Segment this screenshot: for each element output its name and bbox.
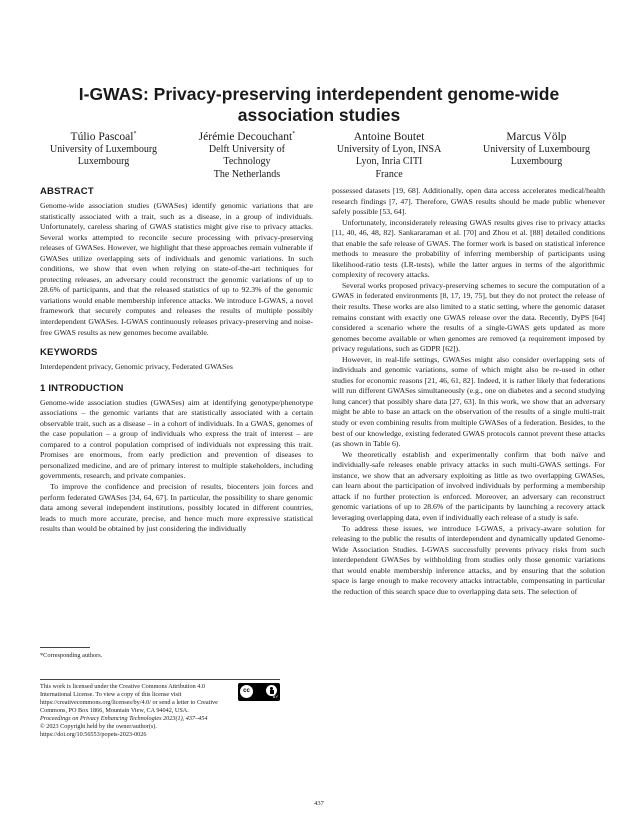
footnote-divider	[40, 647, 90, 648]
proceedings-line: Proceedings on Privacy Enhancing Technologies 2023(1), 437–454	[40, 715, 208, 722]
license-text: This work is licensed under the Creative Commons Attribution 4.0 International License. To view a copy of this license visit https://creativecommons.org/licenses/by/4.0/ or send a letter to Creative Commons, PO Box 1866, Mountain View, CA 94042, USA.	[40, 683, 218, 714]
license-divider	[40, 679, 280, 680]
body-paragraph: To improve the confidence and precision of results, biocenters join forces and perform federated GWASes [34, 64, 67]. In particular, the possibility to share genomic data among several independent institutions, possibly located in different countries, leads to much more accurate, precise, and hence much more expressive statistical results than would be obtained by just considering the individually	[40, 482, 313, 534]
author-name: Jérémie Decouchant*	[198, 131, 296, 143]
page-number: 437	[314, 800, 324, 807]
body-paragraph: Unfortunately, inconsiderately releasing GWAS results gives rise to privacy attacks [11, 40, 46, 48, 82]. Sankararaman et al. [70] and Zhou et al. [88] detailed conditions that enable the safe release of GWAS. The former work is based on statistical inference methods to measure the probability of inferring membership of participants using likelihood-ratio tests (LR-tests), while the latter argues in terms of the algorithmic complexity of recovery attacks.	[332, 217, 605, 280]
author-list	[50, 130, 590, 181]
author-affiliation: Delft University of	[208, 144, 285, 155]
author-affiliation: Lyon, Inria CITI	[355, 156, 423, 168]
author-affiliation: University of Luxembourg	[482, 144, 590, 155]
introduction-heading: 1 INTRODUCTION	[40, 382, 124, 394]
author-block	[337, 130, 441, 181]
author-block	[483, 130, 590, 181]
body-paragraph: possessed datasets [19, 68]. Additionally, open data access accelerates medical/health research findings [7, 47]. Therefore, GWAS results should be made public whenever safely possible [53, 64].	[332, 186, 605, 217]
body-paragraph: Genome-wide association studies (GWASes) aim at identifying genotype/phenotype associations – the genomic variants that are statistically associated with a certain observable trait, such as a disease – in a cohort of individuals. In a GWAS, genomes of the case population – a group of individuals who express the trait of interest – are compared to a control population comprised of individuals not expressing this trait. Promises are enormous, from early prediction and prevention of diseases to personalized medicine, and are of primary interest to multiple stakeholders, including governments, research, and private companies.	[40, 397, 313, 481]
author-affiliation: Technology	[223, 156, 271, 168]
body-paragraph: However, in real-life settings, GWASes might also consider overlapping sets of individuals and genomic variations, some of which might also be re-used in other studies for economic reasons [21, 46, 61, 82]. Indeed, it is rather likely that federations will run different GWASes simultaneously (e.g., one on diabetes and a second studying lung cancer) that possibly share data [27, 63]. In this work, we show that an adversary might be able to base an attack on the observation of the results of a single multi-trait study or even combining results from multiple GWASes of a federation. Besides, to the best of our knowledge, existing federated GWAS protocols cannot prevent these attacks (as shown in Table 6).	[332, 354, 605, 449]
author-block	[199, 130, 296, 181]
doi-link[interactable]: https://doi.org/10.56553/popets-2023-0026	[40, 731, 147, 738]
author-name: Antoine Boutet	[353, 131, 425, 143]
author-affiliation: France	[375, 168, 403, 180]
author-affiliation: University of Lyon, INSA	[336, 144, 442, 155]
by-label: BY	[272, 694, 278, 699]
author-name: Túlio Pascoal*	[70, 131, 137, 143]
author-name: Marcus Völp	[506, 131, 567, 143]
author-block	[50, 130, 157, 181]
keywords-text: Interdependent privacy, Genomic privacy, Federated GWASes	[40, 362, 233, 372]
author-affiliation: University of Luxembourg	[50, 144, 158, 155]
body-paragraph: Several works proposed privacy-preserving schemes to secure the computation of a GWAS in federated environments [8, 17, 19, 75], but they do not protect the release of their results. These works are also limited to a static setting, where the genomic dataset remains constant with exactly one GWAS release over the data. Recently, DyPS [64] considered a scenario where the results of a single-GWAS gets updated as more genomes become available or when genomes are removed (a requirement imposed by privacy regulations, such as GDPR [62]).	[332, 280, 605, 354]
author-affiliation: Luxembourg	[510, 156, 563, 168]
body-paragraph: To address these issues, we introduce I-GWAS, a privacy-aware solution for releasing to the public the results of interdependent and dynamically updated Genome-Wide Association Studies. I-GWAS successfully prevents privacy risks from such interdependent GWASes by withholding from studies only those genomic variations that would enable membership inference attacks, and by ensuring that the solution space is large enough to make recovery attacks intractable, compensating in particular the reduction of this search space due to overlapping data sets. The selection of	[332, 523, 605, 596]
keywords-heading: KEYWORDS	[40, 347, 98, 359]
body-paragraph: We theoretically establish and experimentally confirm that both naïve and individually-safe releases enable privacy attacks in such multi-GWAS settings. For instance, we show that an adversary exploiting as little as two overlapping GWASes, can learn about the participation of involved individuals by performing a membership attack if no further protection is enforced. Moreover, an adversary can reconstruct genomic variations of up to 28.6% of the participants by launching a recovery attack leveraging overlapping data, even if individually each release of a study is safe.	[332, 449, 605, 522]
right-column	[332, 186, 605, 597]
cc-by-license-icon	[238, 683, 280, 701]
author-affiliation: Luxembourg	[77, 156, 130, 168]
author-affiliation: The Netherlands	[213, 168, 281, 180]
footnote: *Corresponding authors.	[40, 652, 103, 659]
left-column	[40, 186, 313, 535]
abstract-heading: ABSTRACT	[40, 186, 94, 197]
copyright-line: © 2023 Copyright held by the owner/author(s).	[40, 723, 157, 730]
license-block	[40, 679, 280, 739]
paper-title: I-GWAS: Privacy-preserving interdependent genome-wide association studies	[78, 84, 560, 125]
abstract-text: Genome-wide association studies (GWASes) identify genomic variations that are statistically associated with a trait, such as a disease, in a group of individuals. Unfortunately, careless sharing of GWAS statistics might give rise to privacy attacks. Several works attempted to reconcile secure processing with privacy-preserving releases of GWASes. However, we highlight that these approaches remain vulnerable if GWASes utilize overlapping sets of individuals and genomic variations. In such conditions, we show that even when relying on state-of-the-art techniques for protecting releases, an adversary could reconstruct the genomic variations of up to 28.6% of participants, and that the released statistics of up to 92.3% of the genomic variations would enable membership inference attacks. We introduce I-GWAS, a novel framework that securely computes and releases the results of multiple possibly interdependent GWASes. I-GWAS continuously releases privacy-preserving and noise-free GWAS results as new genomes become available.	[40, 201, 313, 337]
cc-icon: cc	[240, 685, 253, 698]
